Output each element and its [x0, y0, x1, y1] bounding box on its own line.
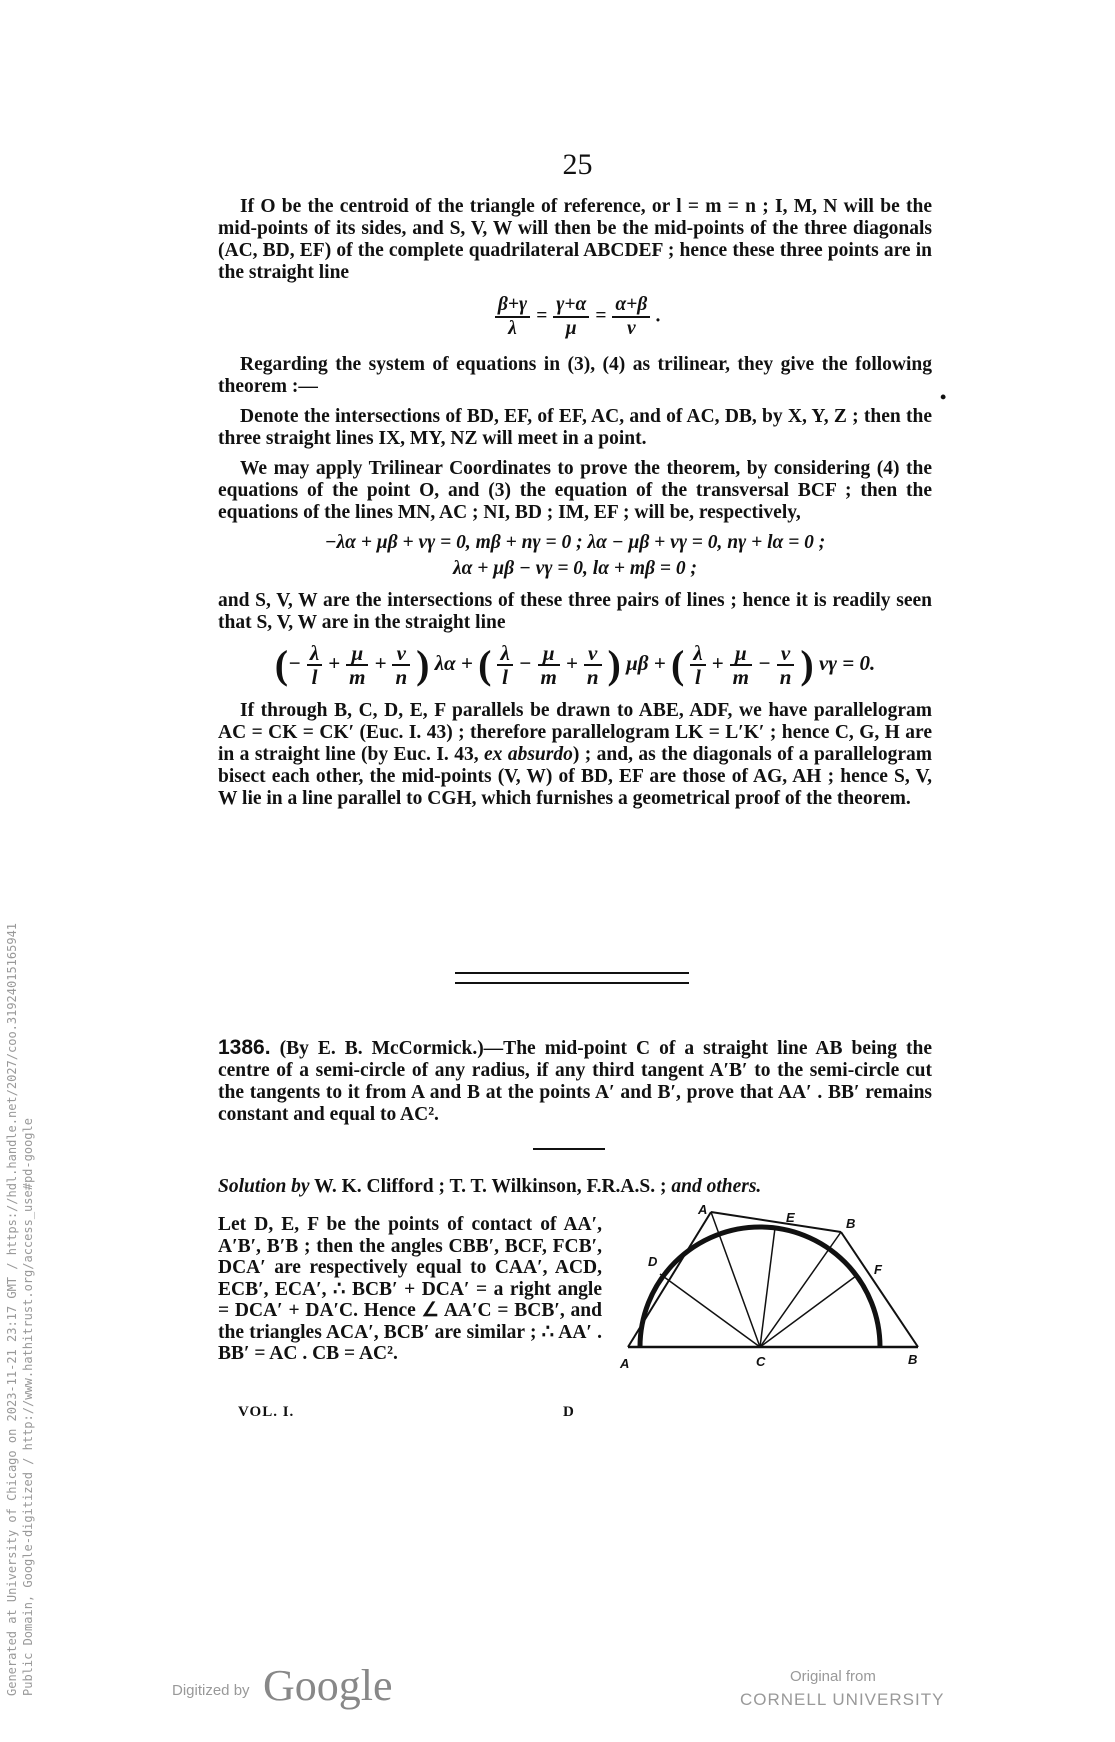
paragraph-intersections: and S, V, W are the intersections of these three pairs of lines ; hence it is readily seen that S, V, W are in the straight line [218, 590, 932, 633]
solution-heading: Solution by W. K. Clifford ; T. T. Wilkinson, F.R.A.S. ; and others. [218, 1176, 762, 1197]
semicircle-diagram [618, 1204, 928, 1384]
label-c: C [756, 1354, 766, 1369]
label-b-prime: B [846, 1216, 856, 1231]
equation-straight-line: (− $\frac{\lambda}{l}$ + $\frac{\mu}{m}$ + $\frac{\nu}{n}$ ) λα + ( $\frac{\lambda}{l}$ − $\frac{\mu}{m}$ + $\frac{\nu}{n}$ ) μβ + ( $\frac{\lambda}{l}$ + $\frac{\mu}{m}$ − $\frac{\nu}{n}$ ) νγ = 0. [274, 641, 876, 689]
fraction-1: $\frac{\beta+\gamma}{\lambda}$ [495, 294, 530, 340]
label-d: D [648, 1254, 658, 1269]
label-a: A [620, 1356, 630, 1371]
problem-1386 [218, 1037, 932, 1126]
paragraph-theorem: Denote the intersections of BD, EF, of EF, AC, and of AC, DB, by X, Y, Z ; then the three straight lines IX, MY, NZ will meet in a point. [218, 406, 932, 449]
digitized-by-label: Digitized by [172, 1682, 250, 1699]
paragraph-trilinear: Regarding the system of equations in (3), (4) as trilinear, they give the following theorem :— [218, 354, 932, 397]
equation-lines-row-1: −λα + μβ + νγ = 0, mβ + nγ = 0 ; λα − μβ + νγ = 0, nγ + lα = 0 ; [324, 532, 826, 553]
fraction-3: $\frac{\alpha+\beta}{\nu}$ [612, 294, 650, 340]
footer-volume: VOL. I. [238, 1404, 295, 1420]
main-text-block [218, 196, 932, 818]
problem-number: 1386. [218, 1036, 271, 1059]
label-f: F [874, 1262, 882, 1277]
page-number: 25 [562, 148, 593, 181]
paragraph-proof: We may apply Trilinear Coordinates to prove the theorem, by considering (4) the equations of the point O, and (3) the equation of the transversal BCF ; then the equations of the lines MN, AC ; NI, BD ; IM, EF ; will be, respectively, [218, 458, 932, 523]
label-b: B [908, 1352, 918, 1367]
diagram-radii [628, 1212, 918, 1347]
equation-line-ratio: $\frac{\beta+\gamma}{\lambda}$ = $\frac{\gamma+\alpha}{\mu}$ = $\frac{\alpha+\beta}{\nu}$ . [218, 294, 932, 340]
label-a-prime: A [698, 1204, 708, 1217]
paragraph-centroid: If O be the centroid of the triangle of reference, or l = m = n ; I, M, N will be the mid-points of its sides, and S, V, W will then be the mid-points of the three diagonals (AC, BD, EF) of the complete quadrilateral ABCDEF ; hence these three points are in the straight line [218, 196, 932, 283]
diagram-tangent-aa [628, 1212, 711, 1347]
equation-lines-row-2: λα + μβ − νγ = 0, lα + mβ = 0 ; [452, 558, 698, 579]
problem-text: (By E. B. McCormick.)—The mid-point C of a straight line AB being the centre of a semi-circle of any radius, if any third tangent A′B′ to the semi-circle cut the tangents to it from A and B at the points A′ and B′, prove that AA′ . BB′ remains constant and equal to AC². [218, 1038, 933, 1125]
footer-signature: D [563, 1404, 574, 1420]
side-watermark: Generated at University of Chicago on 2023-11-21 23:17 GMT / https://hdl.handle.net/2027/coo.31924015165941 Public Domain, Google-digitized / http://www.hathitrust.org/access_use#pd-google [5, 922, 35, 1696]
problem-divider [533, 1148, 605, 1150]
google-logo: Google [263, 1661, 393, 1710]
original-from-label: Original from [790, 1668, 876, 1685]
diagram-semicircle [640, 1227, 880, 1347]
fraction-2: $\frac{\gamma+\alpha}{\mu}$ [553, 294, 589, 340]
original-institution: CORNELL UNIVERSITY [740, 1690, 945, 1709]
stray-mark: • [940, 387, 947, 407]
label-e: E [786, 1210, 795, 1225]
solution-text: Let D, E, F be the points of contact of AA′, A′B′, B′B ; then the angles CBB′, BCF, FCB′, DCA′ are respectively equal to CAA′, ACD, ECB′, ECA′, ∴ BCB′ + DCA′ = a right angle = DCA′ + DA′C. Hence ∠ AA′C = BCB′, and the triangles ACA′, BCB′ are similar ; ∴ AA′ . BB′ = AC . CB = AC². [218, 1214, 602, 1364]
paragraph-geometric-proof: If through B, C, D, E, F parallels be drawn to ABE, ADF, we have parallelogram AC = CK = CK′ (Euc. I. 43) ; therefore parallelogram LK = L′K′ ; hence C, G, H are in a straight line (by Euc. I. 43, ex absurdo) ; and, as the diagonals of a parallelogram bisect each other, the mid-points (V, W) of BD, EF are those of AG, AH ; hence S, V, W lie in a line parallel to CGH, which furnishes a geometrical proof of the theorem. [218, 700, 932, 809]
section-divider [455, 972, 689, 984]
